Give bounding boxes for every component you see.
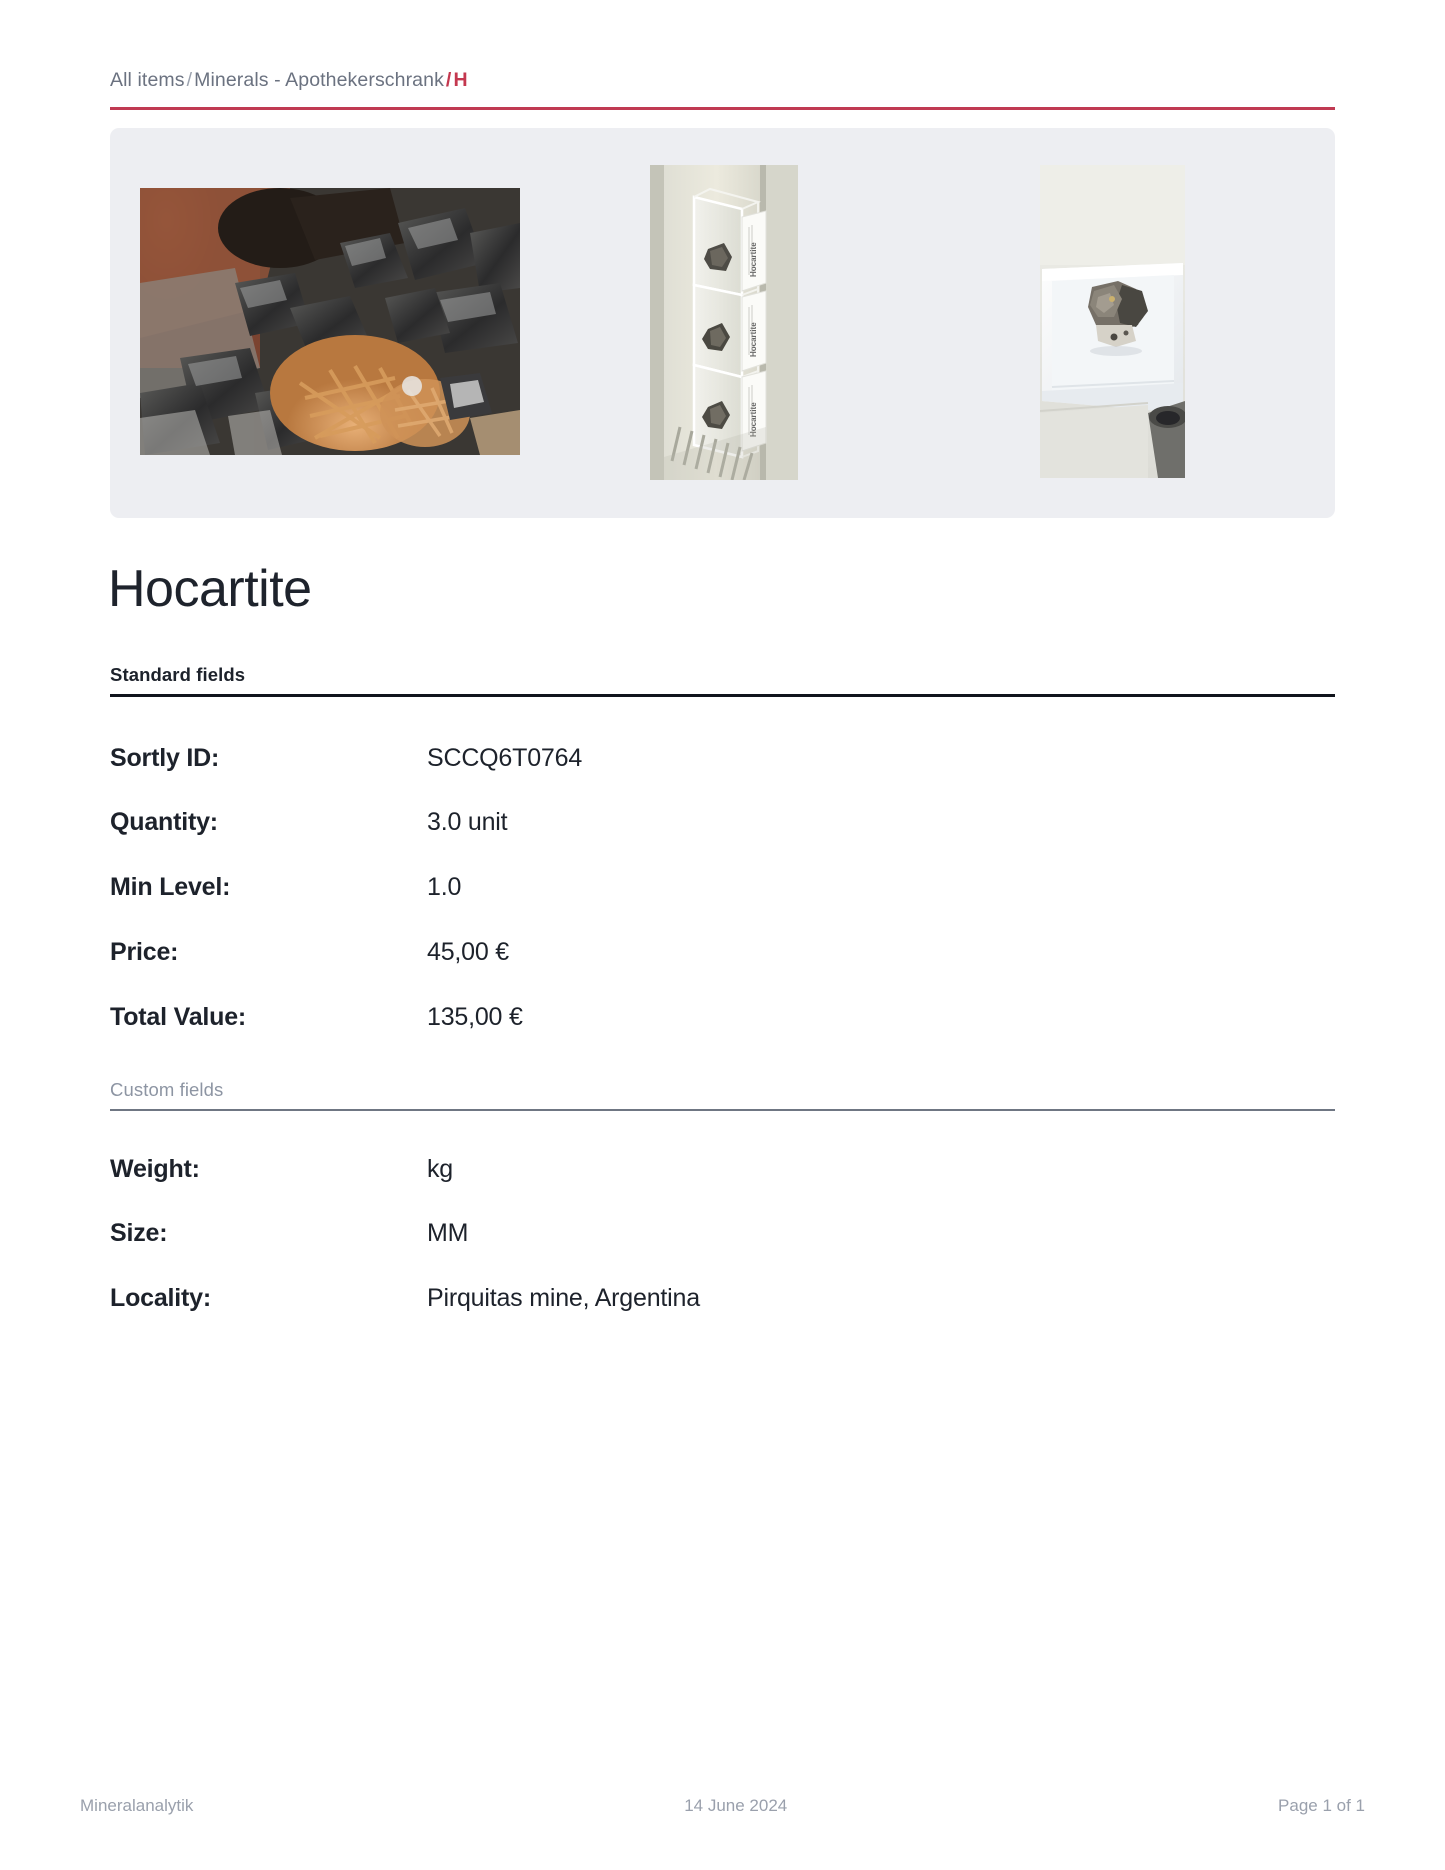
field-label: Price: — [110, 938, 179, 966]
field-value: kg — [427, 1155, 454, 1183]
standard-fields-heading: Standard fields — [110, 664, 246, 685]
page-footer — [80, 1795, 1365, 1817]
svg-text:Hocartite: Hocartite — [749, 322, 758, 357]
field-label: Size: — [110, 1219, 168, 1247]
field-row-size — [110, 1217, 1335, 1253]
field-row-weight — [110, 1153, 1335, 1189]
specimen-boxes-stack-photo — [650, 165, 798, 480]
custom-fields-divider — [110, 1109, 1335, 1111]
footer-date: 14 June 2024 — [684, 1796, 788, 1815]
field-value: Pirquitas mine, Argentina — [427, 1284, 700, 1312]
field-value: 1.0 — [427, 873, 462, 901]
breadcrumb-separator: / — [186, 69, 193, 91]
field-label: Locality: — [110, 1284, 211, 1312]
page-title: Hocartite — [108, 560, 312, 618]
image-gallery-panel — [110, 128, 1335, 518]
field-label: Quantity: — [110, 808, 218, 836]
field-row-total-value — [110, 1001, 1335, 1037]
field-label: Total Value: — [110, 1003, 247, 1031]
specimen-in-hand-photo — [1040, 165, 1185, 478]
field-row-locality — [110, 1282, 1335, 1318]
custom-fields-heading: Custom fields — [110, 1079, 224, 1100]
field-row-sortly-id — [110, 742, 1335, 778]
svg-text:Hocartite: Hocartite — [749, 242, 758, 277]
gallery-image-2[interactable] — [650, 165, 798, 480]
field-value: SCCQ6T0764 — [427, 744, 583, 772]
breadcrumb-item-current: H — [453, 69, 468, 91]
gallery-image-1[interactable] — [140, 188, 520, 455]
field-value: MM — [427, 1219, 469, 1247]
mineral-macro-photo — [140, 188, 520, 455]
standard-fields-divider — [110, 694, 1335, 697]
field-label: Min Level: — [110, 873, 231, 901]
field-value: 135,00 € — [427, 1003, 523, 1031]
breadcrumb-divider — [110, 107, 1335, 110]
field-row-price — [110, 936, 1335, 972]
footer-page-number: Page 1 of 1 — [1278, 1796, 1365, 1815]
footer-account-name: Mineralanalytik — [80, 1796, 194, 1815]
field-value: 3.0 unit — [427, 808, 508, 836]
breadcrumb-separator-accent: / — [445, 69, 452, 91]
breadcrumb-item-parent-folder[interactable]: Minerals - Apothekerschrank — [194, 69, 444, 91]
field-label: Sortly ID: — [110, 744, 220, 772]
breadcrumb — [110, 68, 1335, 100]
svg-text:Hocartite: Hocartite — [749, 402, 758, 437]
gallery-image-3[interactable] — [1040, 165, 1185, 478]
field-row-quantity — [110, 806, 1335, 842]
field-value: 45,00 € — [427, 938, 510, 966]
field-label: Weight: — [110, 1155, 200, 1183]
field-row-min-level — [110, 871, 1335, 907]
breadcrumb-trail — [110, 68, 1335, 100]
breadcrumb-item-all-items[interactable]: All items — [110, 69, 185, 91]
